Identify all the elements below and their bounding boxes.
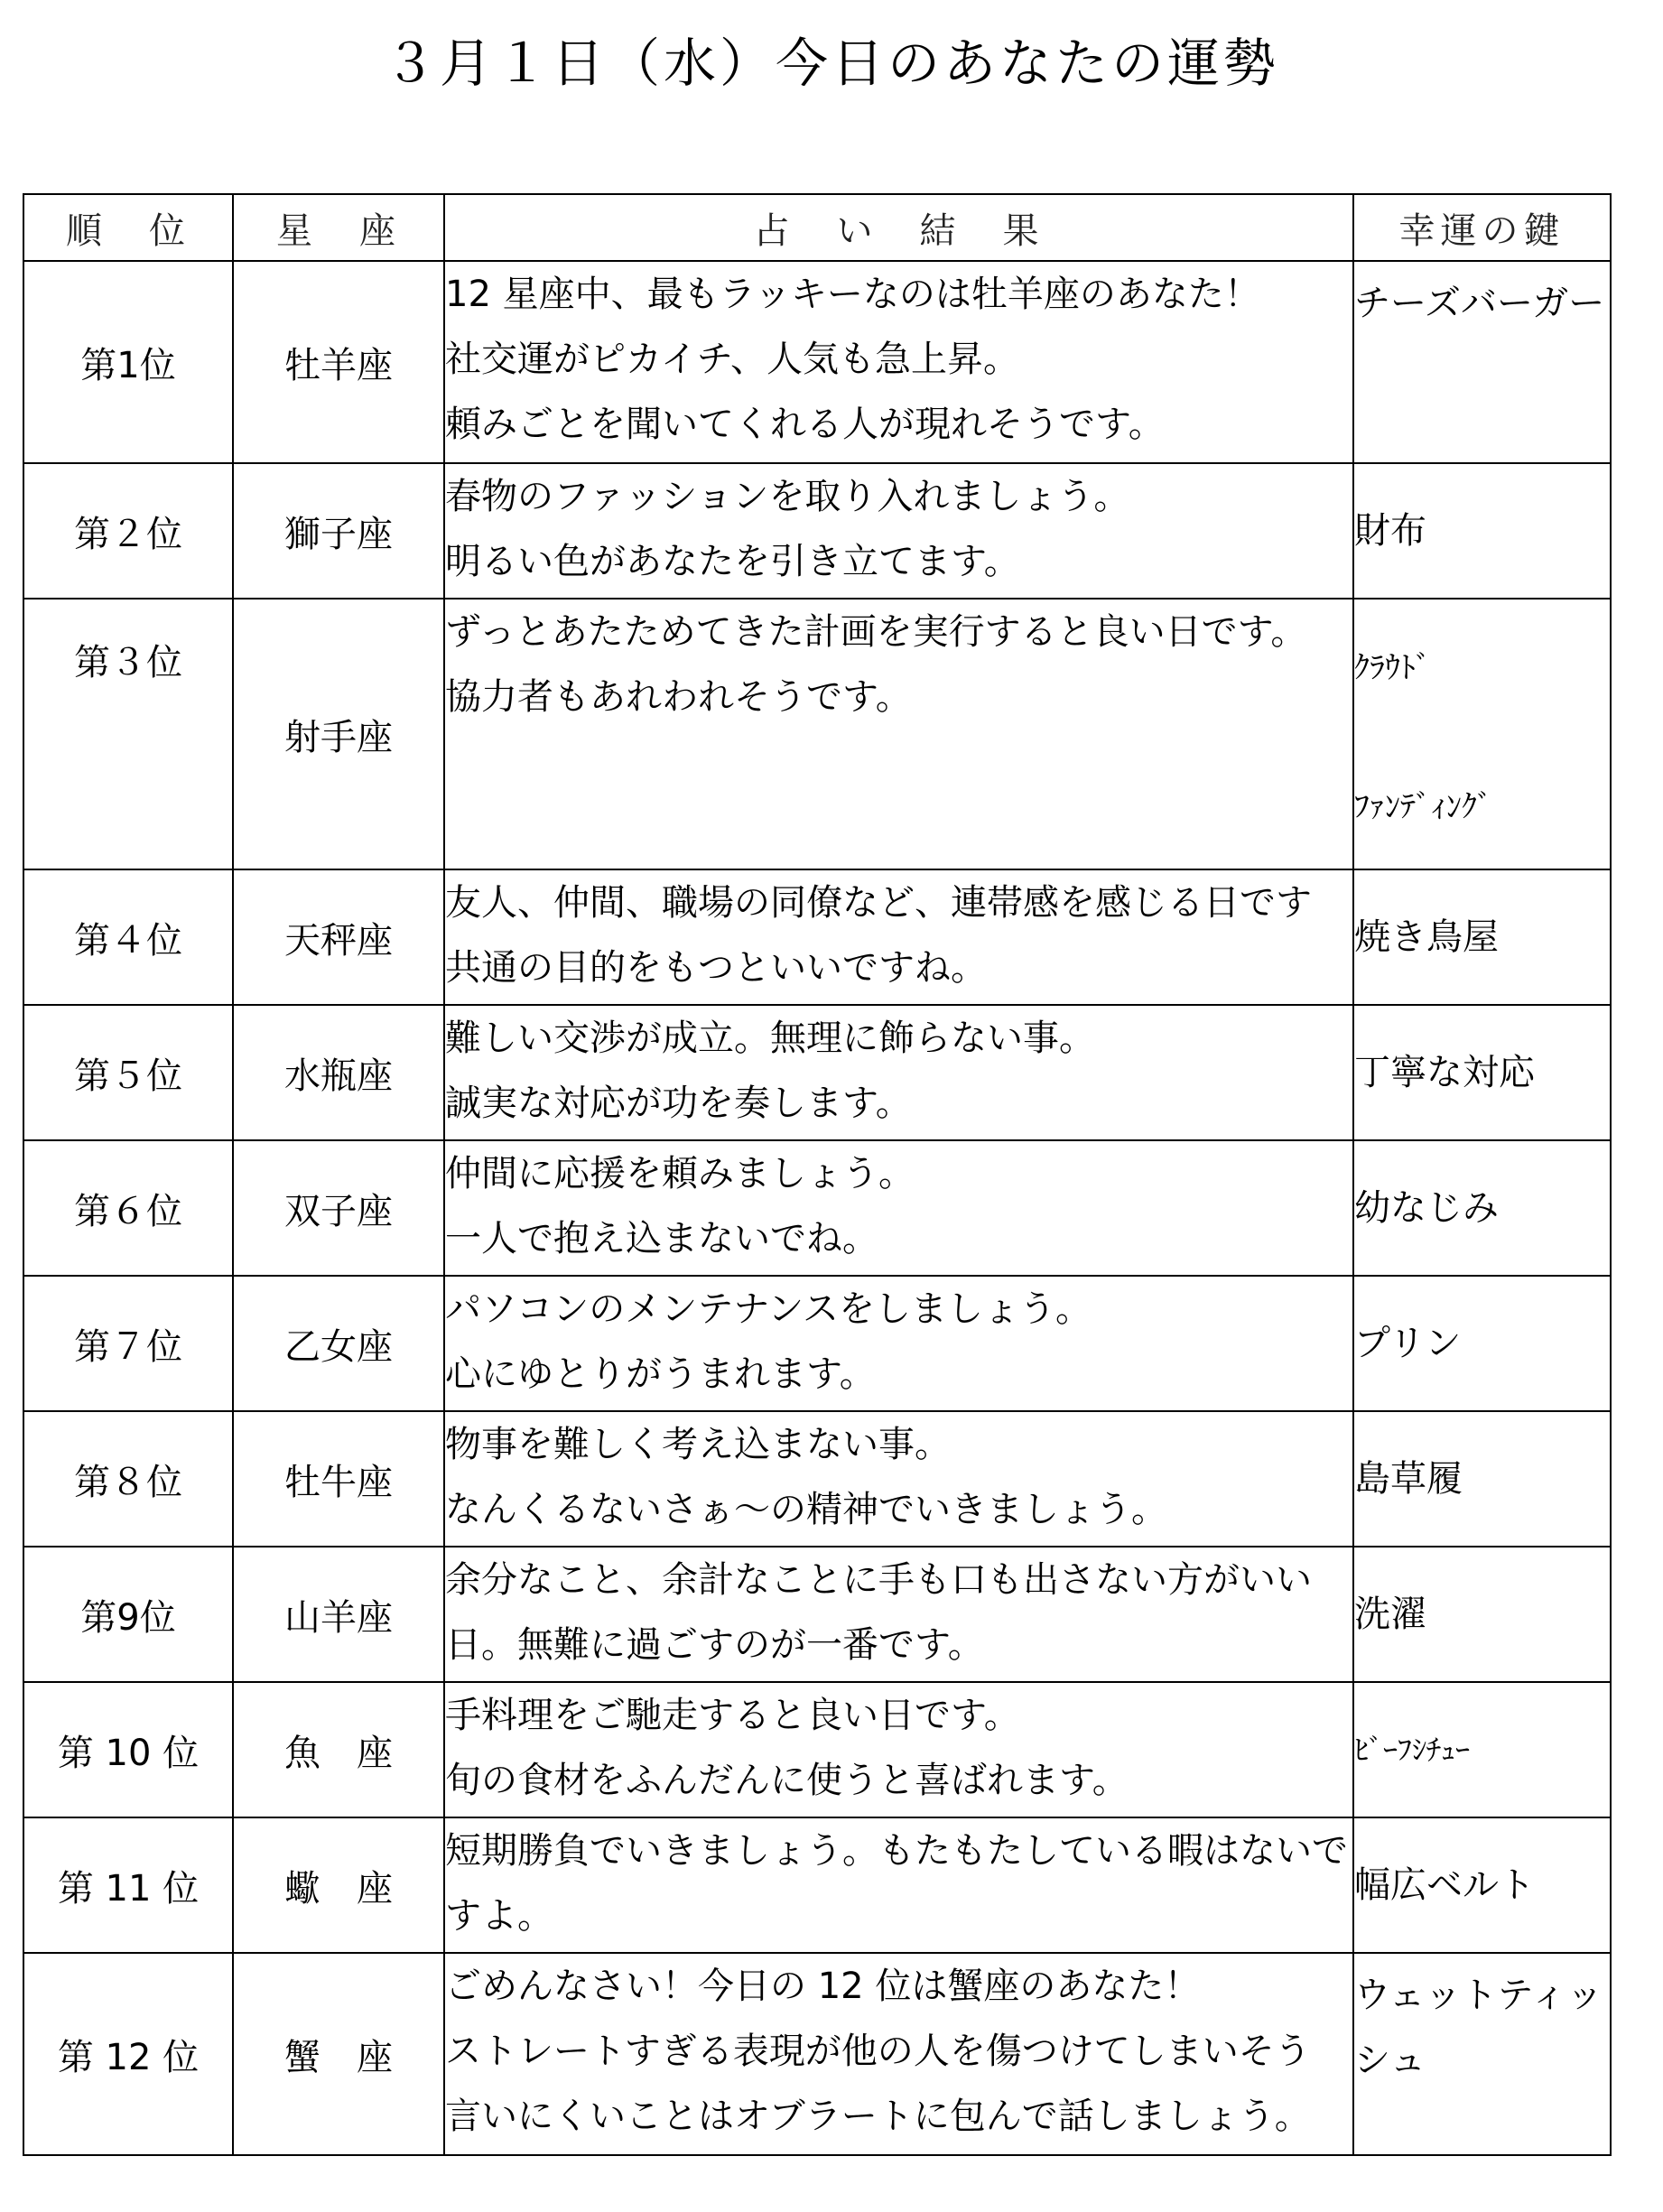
header-rank: 順 位 [23,194,233,261]
table-row [23,1140,1611,1276]
fortune-table [23,193,1612,2156]
rank-cell: 第８位 [23,1411,233,1547]
result-line: すよ。 [445,1895,553,1937]
rank-cell: 第４位 [23,869,233,1005]
rank-cell: 第５位 [23,1005,233,1140]
sign-cell: 獅子座 [233,463,444,599]
result-line: 明るい色があなたを引き立てます。 [445,541,1020,582]
sign-cell: 山羊座 [233,1547,444,1682]
key-line: ﾌｧﾝﾃﾞｨﾝｸﾞ [1354,789,1492,825]
result-cell [444,1140,1353,1276]
header-key: 幸運の鍵 [1353,194,1611,261]
key-cell: プリン [1353,1276,1611,1411]
table-row [23,1411,1611,1547]
result-line: 言いにくいことはオブラートに包んで話しましょう。 [445,2096,1311,2137]
key-cell: 幅広ベルト [1353,1817,1611,1953]
result-line: 春物のファッションを取り入れましょう。 [445,476,1130,517]
result-line: ずっとあたためてきた計画を実行すると良い日です。 [445,611,1307,653]
header-result: 占 い 結 果 [444,194,1353,261]
header-sign: 星 座 [233,194,444,261]
result-line: 頼みごとを聞いてくれる人が現れそうです。 [445,404,1165,445]
result-line: パソコンのメンテナンスをしましょう。 [445,1288,1092,1330]
rank-cell: 第 10 位 [23,1682,233,1817]
rank-cell: 第２位 [23,463,233,599]
rank-cell: 第1位 [23,261,233,463]
key-line: ｸﾗｳﾄﾞ [1354,650,1431,686]
key-cell: 焼き鳥屋 [1353,869,1611,1005]
sign-cell: 牡牛座 [233,1411,444,1547]
rank-cell: 第 11 位 [23,1817,233,1953]
rank-cell: 第9位 [23,1547,233,1682]
table-row [23,1276,1611,1411]
table-header-row [23,194,1611,261]
result-cell [444,1411,1353,1547]
key-cell: 幼なじみ [1353,1140,1611,1276]
result-cell [444,1005,1353,1140]
key-cell: 島草履 [1353,1411,1611,1547]
result-line: 社交運がピカイチ、人気も急上昇。 [445,339,1019,380]
result-line: ストレートすぎる表現が他の人を傷つけてしまいそう [445,2031,1311,2072]
key-cell: 洗濯 [1353,1547,1611,1682]
result-line: 物事を難しく考え込まない事。 [445,1424,951,1465]
table-row [23,1817,1611,1953]
result-cell [444,1682,1353,1817]
result-cell [444,1547,1353,1682]
result-line: 仲間に応援を頼みましょう。 [445,1153,915,1194]
result-cell [444,869,1353,1005]
sign-cell: 蠍 座 [233,1817,444,1953]
result-line: 協力者もあれわれそうです。 [445,676,912,718]
table-row [23,1953,1611,2155]
sign-cell: 双子座 [233,1140,444,1276]
sign-cell: 乙女座 [233,1276,444,1411]
result-line: 誠実な対応が功を奏します。 [445,1083,912,1124]
key-cell: ウェットティッシュ [1353,1953,1611,2155]
rank-cell: 第６位 [23,1140,233,1276]
result-cell [444,261,1353,463]
table-row [23,1682,1611,1817]
result-line: 難しい交渉が成立。無理に飾らない事。 [445,1018,1095,1059]
sign-cell: 牡羊座 [233,261,444,463]
key-cell [1353,599,1611,869]
table-row [23,1005,1611,1140]
sign-cell: 天秤座 [233,869,444,1005]
result-line: 余分なこと、余計なことに手も口も出さない方がいい [445,1559,1312,1601]
result-cell [444,1953,1353,2155]
result-line: 手料理をご馳走すると良い日です。 [445,1695,1020,1736]
result-line: 友人、仲間、職場の同僚など、連帯感を感じる日です [445,882,1312,924]
table-row [23,869,1611,1005]
page-title: ３月１日（水）今日のあなたの運勢 [383,33,1279,94]
result-line: 共通の目的をもつといいですね。 [445,947,987,989]
result-line: 短期勝負でいきましょう。もたもたしている暇はないで [445,1830,1348,1872]
result-cell [444,463,1353,599]
table-row [23,599,1611,869]
table-row [23,1547,1611,1682]
result-line: 旬の食材をふんだんに使うと喜ばれます。 [445,1760,1129,1801]
result-line: 日。無難に過ごすのが一番です。 [445,1624,984,1666]
key-cell: ﾋﾞｰﾌｼﾁｭｰ [1353,1682,1611,1817]
sign-cell: 魚 座 [233,1682,444,1817]
key-cell: 財布 [1353,463,1611,599]
result-line: ごめんなさい！今日の 12 位は蟹座のあなた！ [445,1966,1201,2007]
sign-cell: 蟹 座 [233,1953,444,2155]
result-line: 一人で抱え込まないでね。 [445,1218,878,1259]
key-cell: チーズバーガー [1353,261,1611,463]
key-cell: 丁寧な対応 [1353,1005,1611,1140]
result-line: 12 星座中、最もラッキーなのは牡羊座のあなた！ [445,274,1260,315]
result-cell [444,1276,1353,1411]
result-cell [444,1817,1353,1953]
rank-cell: 第３位 [23,599,233,869]
rank-cell: 第 12 位 [23,1953,233,2155]
result-line: 心にゆとりがうまれます。 [445,1353,876,1395]
sign-cell: 射手座 [233,599,444,869]
sign-cell: 水瓶座 [233,1005,444,1140]
table-row [23,463,1611,599]
table-row [23,261,1611,463]
rank-cell: 第７位 [23,1276,233,1411]
result-line: なんくるないさぁ～の精神でいきましょう。 [445,1489,1167,1530]
result-cell [444,599,1353,869]
